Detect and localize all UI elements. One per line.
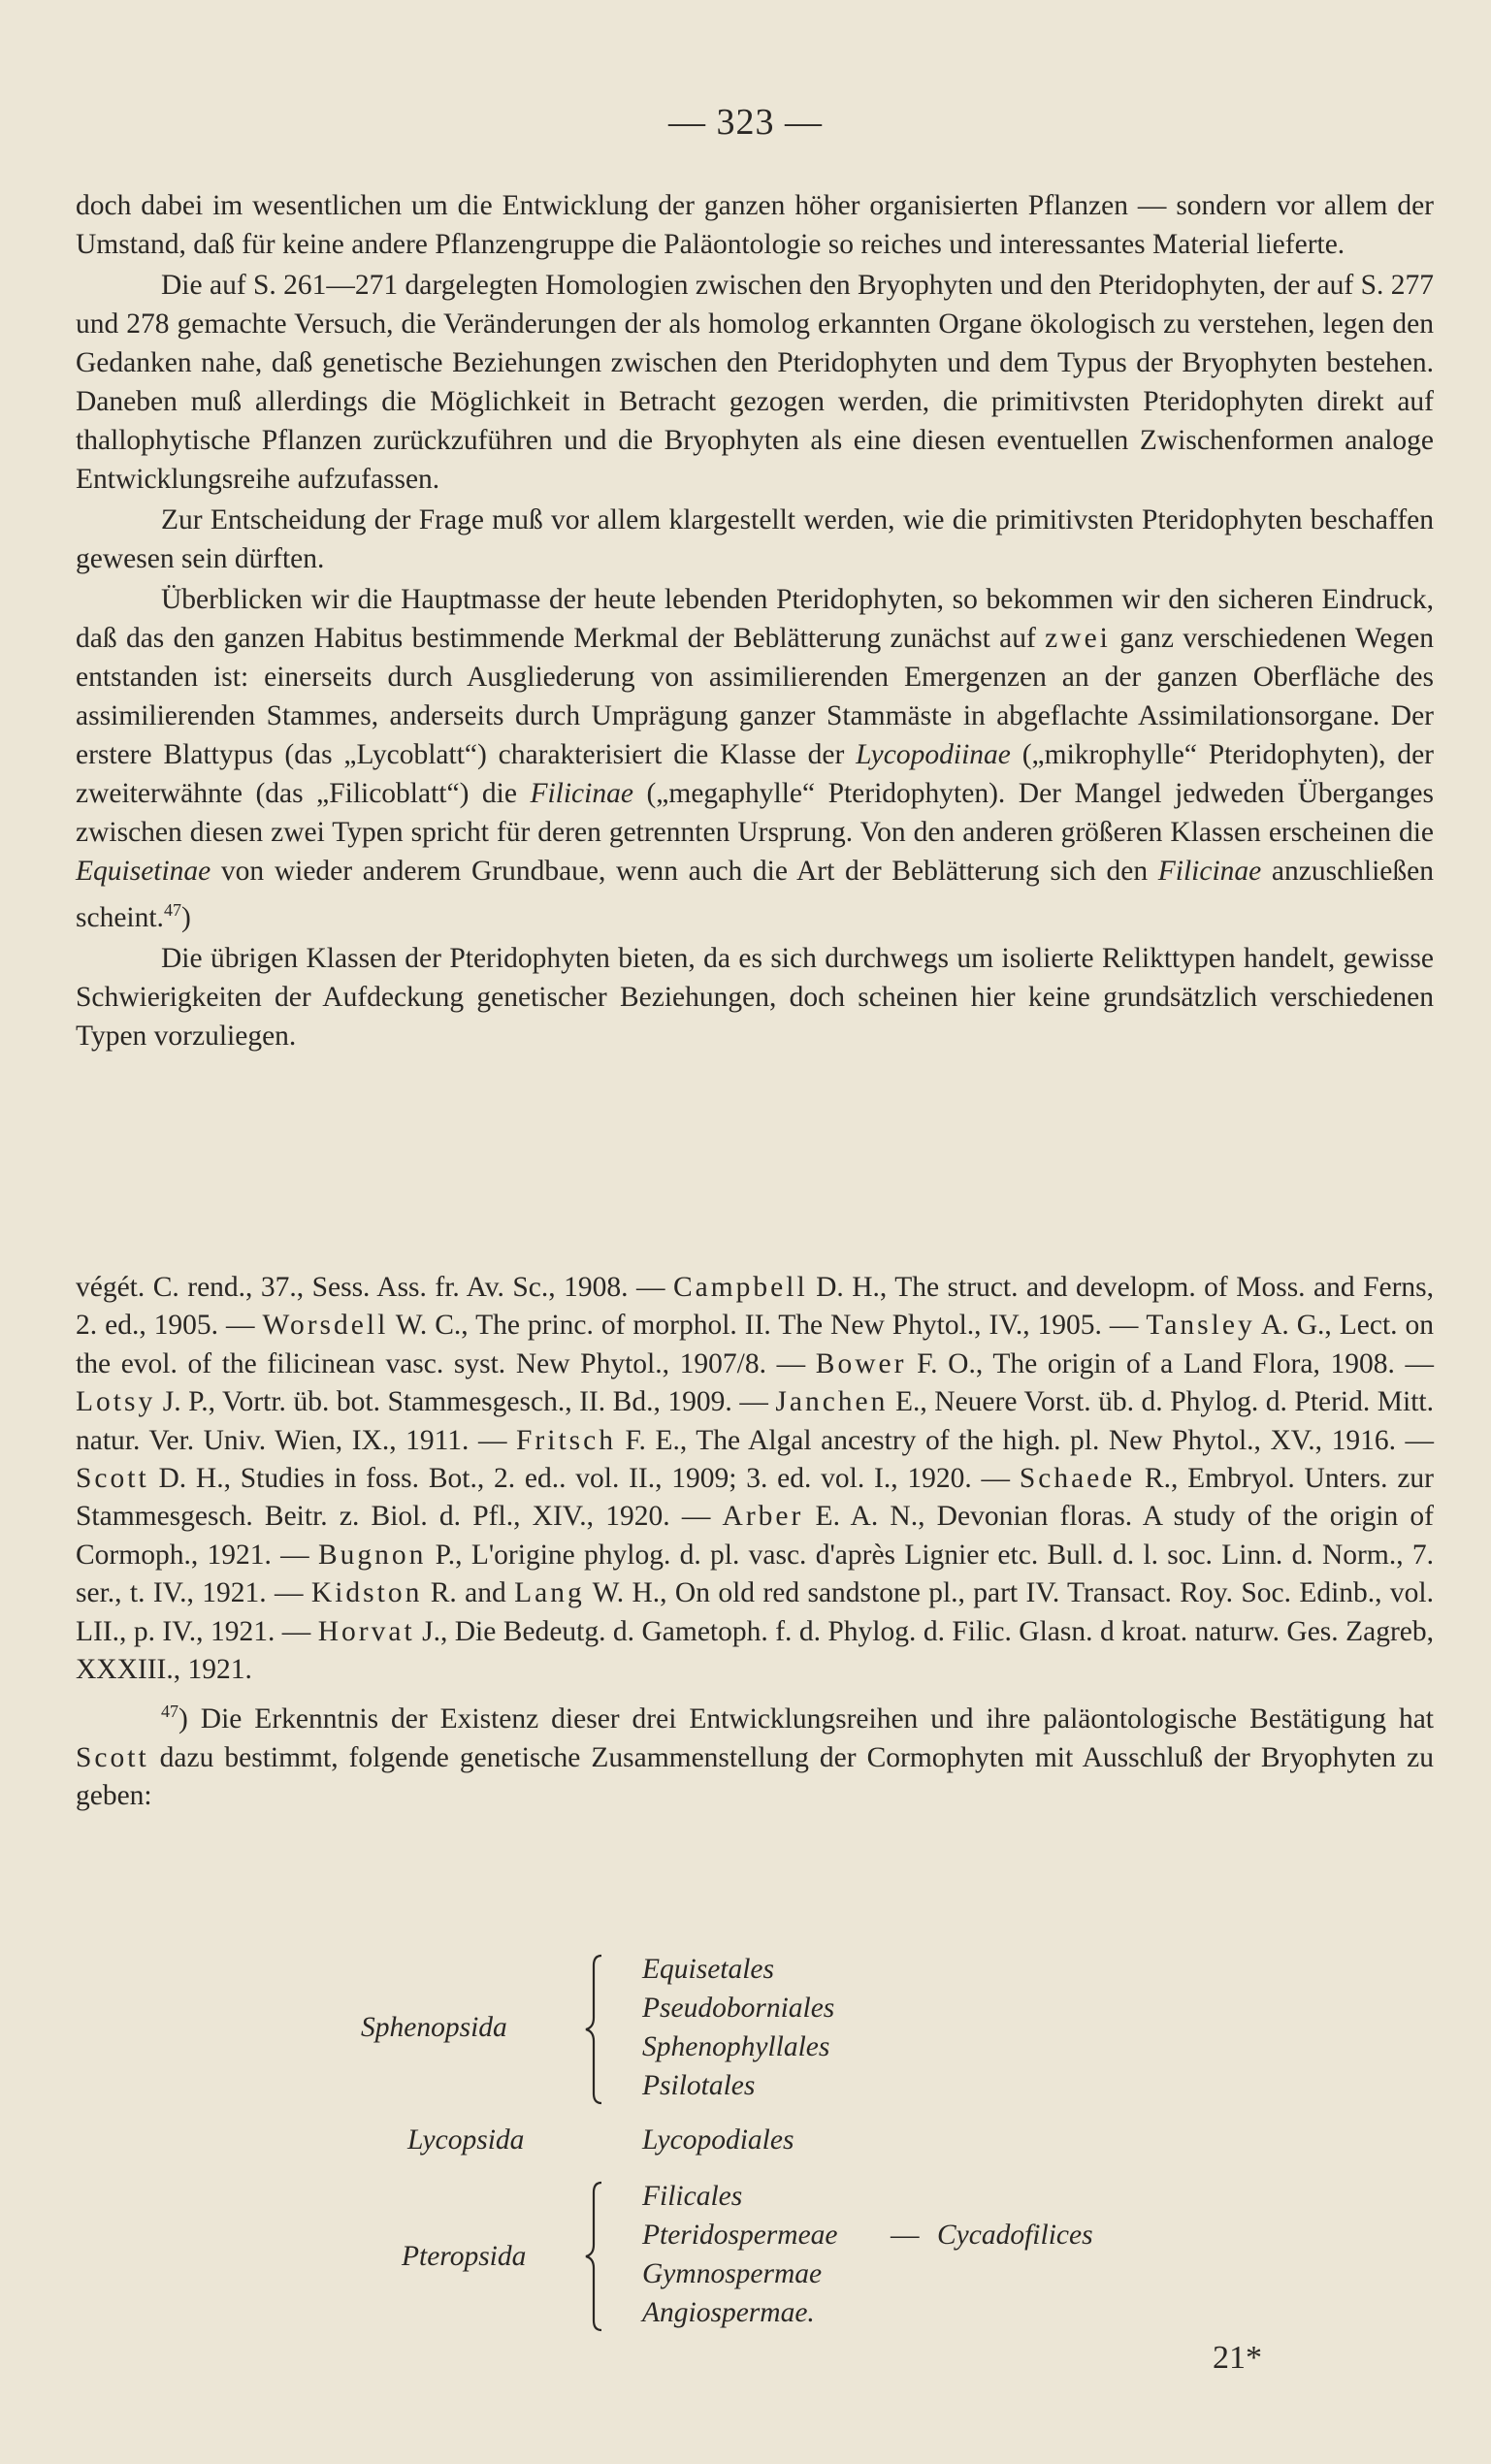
reference-author: Fritsch bbox=[516, 1424, 616, 1456]
reference-text: R., Embryol. Unters. zur Stammesgesch. Beitr. z. Biol. d. Pfl., XIV., 1920. — bbox=[76, 1463, 1434, 1533]
paragraph-1: doch dabei im wesentlichen um die Entwicklung der ganzen höher organisierten Pflanzen — sondern vor allem der Umstand, daß für keine andere Pflanzengruppe die Paläontologie so reiches und interessantes Material lieferte. bbox=[76, 190, 1434, 260]
author-scott: Scott bbox=[76, 1741, 149, 1773]
order-gymnospermae: Gymnospermae bbox=[642, 2258, 823, 2289]
paragraph-4-text-2: ganz verschiedenen Wegen entstanden ist: einerseits durch Ausgliederung von assimilierenden Emergenzen an der ganzen Oberfläche des assimilierenden Stammes, anderseits durch Umprägung ganzer Stammäste in abgeflachte Assimilationsorgane. Der erstere Blattypus (das „Lycoblatt“) charakterisiert die Klasse der bbox=[76, 623, 1434, 770]
order-sphenophyllales: Sphenophyllales bbox=[642, 2031, 830, 2062]
order-pseudoborniales: Pseudoborniales bbox=[642, 1993, 835, 2024]
reference-author: Bugnon bbox=[317, 1539, 427, 1571]
order-equisetales: Equisetales bbox=[642, 1954, 775, 1985]
reference-author: Worsdell bbox=[262, 1310, 389, 1342]
reference-text: D. H., The struct. and developm. of Moss. and Ferns, 2. ed., 1905. — bbox=[76, 1272, 1435, 1342]
reference-author: Horvat bbox=[317, 1615, 415, 1647]
reference-author: Tansley bbox=[1146, 1310, 1255, 1342]
reference-author: Schaede bbox=[1019, 1463, 1136, 1495]
footnote-mark: 47 bbox=[161, 1702, 178, 1722]
dash: — bbox=[891, 2220, 920, 2251]
footnote-reference: 47 bbox=[163, 900, 181, 920]
paragraph-4-text-5: von wieder anderem Grundbaue, wenn auch die Art der Beblätterung sich den bbox=[211, 856, 1158, 887]
reference-text: A. G., Lect. on the evol. of the filicinean vasc. syst. New Phytol., 1907/8. — bbox=[76, 1310, 1434, 1379]
order-filicales: Filicales bbox=[642, 2181, 743, 2212]
brace-pteropsida bbox=[580, 2179, 609, 2334]
taxon-equisetinae: Equisetinae bbox=[76, 856, 211, 887]
order-cycadofilices: Cycadofilices bbox=[937, 2220, 1093, 2251]
order-psilotales: Psilotales bbox=[642, 2070, 756, 2101]
reference-text: J., Die Bedeutg. d. Gametoph. f. d. Phylog. d. Filic. Glasn. d kroat. naturw. Ges. Zagreb, XXXIII., 1921. bbox=[76, 1615, 1434, 1686]
footnote-text-2: dazu bestimmt, folgende genetische Zusammenstellung der Cormophyten mit Ausschluß der Bryophyten zu geben: bbox=[76, 1741, 1434, 1812]
reference-text: F. E., The Algal ancestry of the high. pl. New Phytol., XV., 1916. — bbox=[615, 1424, 1435, 1456]
reference-author: Lang bbox=[514, 1577, 585, 1609]
reference-text: R. and bbox=[422, 1577, 515, 1609]
paragraph-4-text-7: ) bbox=[180, 901, 191, 933]
signature-mark: 21* bbox=[1213, 2340, 1262, 2376]
reference-text: E. A. N., Devonian floras. A study of the origin of Cormoph., 1921. — bbox=[76, 1501, 1435, 1571]
reference-text: F. O., The origin of a Land Flora, 1908. — bbox=[906, 1347, 1434, 1379]
reference-text: P., L'origine phylog. d. pl. vasc. d'après Lignier etc. Bull. d. l. soc. Linn. d. Norm., 7. ser., t. IV., 1921. — bbox=[76, 1539, 1434, 1609]
emphasis-zwei: zwei bbox=[1045, 623, 1111, 654]
group-pteropsida: Pteropsida bbox=[402, 2241, 527, 2272]
reference-author: Janchen bbox=[775, 1386, 889, 1418]
paragraph-3: Zur Entscheidung der Frage muß vor allem klargestellt werden, wie die primitivsten Pteridophyten beschaffen gewesen sein dürften. bbox=[76, 504, 1434, 574]
paragraph-5: Die übrigen Klassen der Pteridophyten bieten, da es sich durchwegs um isolierte Relikttypen handelt, gewisse Schwierigkeiten der Aufdeckung genetischer Beziehungen, doch scheinen hier keine grundsätzlich verschiedenen Typen vorzuliegen. bbox=[76, 942, 1434, 1052]
taxon-filicinae-2: Filicinae bbox=[1157, 856, 1262, 887]
reference-author: Scott bbox=[76, 1463, 149, 1495]
reference-text: D. H., Studies in foss. Bot., 2. ed.. vol. II., 1909; 3. ed. vol. I., 1920. — bbox=[148, 1463, 1020, 1495]
reference-text: W. H., On old red sandstone pl., part IV. Transact. Roy. Soc. Edinb., vol. LII., p. IV., 1921. — bbox=[76, 1577, 1434, 1647]
group-lycopsida: Lycopsida bbox=[407, 2124, 525, 2156]
footnote-text-1: ) Die Erkenntnis der Existenz dieser drei Entwicklungsreihen und ihre paläontologische Bestätigung hat bbox=[178, 1703, 1434, 1735]
paragraph-4-text-4: („megaphylle“ Pteridophyten). Der Mangel jedweden Überganges zwischen diesen zwei Typen spricht für deren getrennten Ursprung. Von den anderen größeren Klassen erscheinen die bbox=[76, 778, 1434, 848]
reference-text: E., Neuere Vorst. üb. d. Phylog. d. Pterid. Mitt. natur. Ver. Univ. Wien, IX., 1911. — bbox=[76, 1386, 1434, 1456]
order-pteridospermeae: Pteridospermeae bbox=[642, 2220, 838, 2251]
reference-author: Bower bbox=[815, 1347, 907, 1379]
order-angiospermae: Angiospermae. bbox=[642, 2297, 815, 2328]
page-number: — 323 — bbox=[668, 102, 823, 143]
reference-author: Arber bbox=[722, 1501, 804, 1533]
paragraph-4-text-3: („mikrophylle“ Pteridophyten), der zweiterwähnte (das „Filicoblatt“) die bbox=[76, 739, 1434, 809]
reference-text: J. P., Vortr. üb. bot. Stammesgesch., II. Bd., 1909. — bbox=[155, 1386, 776, 1418]
taxon-filicinae: Filicinae bbox=[530, 778, 633, 809]
reference-pre-text: végét. C. rend., 37., Sess. Ass. fr. Av. Sc., 1908. — bbox=[76, 1272, 673, 1303]
paragraph-4-text-1: Überblicken wir die Hauptmasse der heute lebenden Pteridophyten, so bekommen wir den sicheren Eindruck, daß das den ganzen Habitus bestimmende Merkmal der Beblätterung zunächst auf bbox=[76, 584, 1434, 654]
reference-author: Kidston bbox=[310, 1577, 423, 1609]
paragraph-4-text-6: anzuschließen scheint. bbox=[76, 856, 1434, 933]
reference-author: Campbell bbox=[672, 1272, 808, 1303]
taxon-lycopodiinae: Lycopodiinae bbox=[856, 739, 1011, 770]
group-sphenopsida: Sphenopsida bbox=[361, 2012, 507, 2043]
brace-sphenopsida bbox=[580, 1952, 609, 2107]
reference-text: W. C., The princ. of morphol. II. The New Phytol., IV., 1905. — bbox=[388, 1310, 1147, 1342]
paragraph-2: Die auf S. 261—271 dargelegten Homologien zwischen den Bryophyten und den Pteridophyten, der auf S. 277 und 278 gemachte Versuch, die Veränderungen der als homolog erkannten Organe ökologisch zu verstehen, legen den Gedanken nahe, daß genetische Beziehungen zwischen den Pteridophyten und dem Typus der Bryophyten bestehen. Daneben muß allerdings die Möglichkeit in Betracht gezogen werden, die primitivsten Pteridophyten direkt auf thallophytische Pflanzen zurückzuführen und die Bryophyten als eine diesen eventuellen Zwischenformen analoge Entwicklungsreihe aufzufassen. bbox=[76, 270, 1434, 495]
reference-author: Lotsy bbox=[76, 1386, 156, 1418]
order-lycopodiales: Lycopodiales bbox=[642, 2124, 794, 2156]
